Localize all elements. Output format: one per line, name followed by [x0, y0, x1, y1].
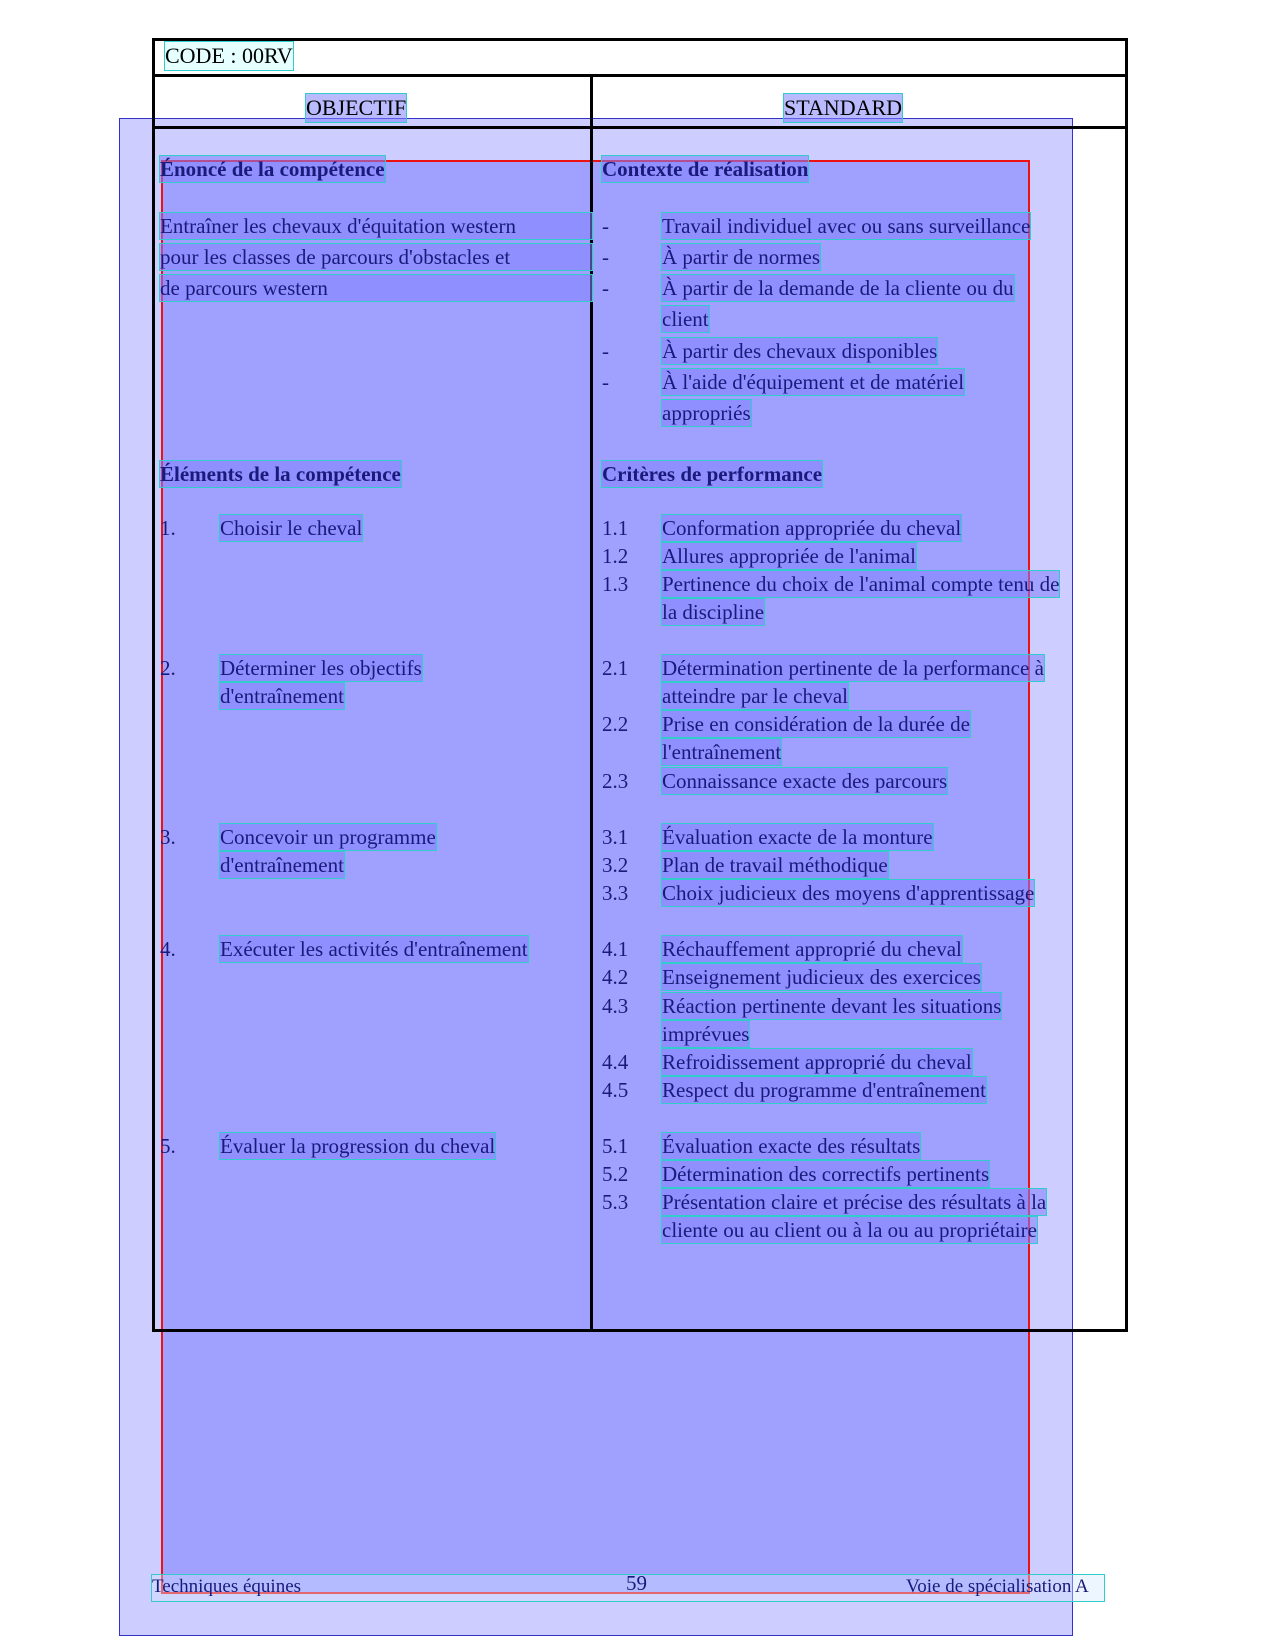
critere-text: Évaluation exacte de la monture [662, 825, 933, 849]
critere-number: 4.2 [602, 965, 629, 989]
critere-number: 2.1 [602, 656, 629, 680]
critere-text: imprévues [662, 1022, 750, 1046]
critere-text: Refroidissement approprié du cheval [662, 1050, 972, 1074]
critere-text: Réchauffement approprié du cheval [662, 937, 962, 961]
footer-left: Techniques équines [152, 1576, 302, 1597]
criteres-title: Critères de performance [602, 462, 823, 486]
enonce-line: pour les classes de parcours d'obstacles et [160, 244, 592, 270]
critere-text: Prise en considération de la durée de [662, 712, 970, 736]
critere-text: Choix judicieux des moyens d'apprentissage [662, 881, 1035, 905]
contexte-bullet: - [602, 214, 609, 238]
contexte-item: À l'aide d'équipement et de matériel [662, 370, 965, 394]
critere-number: 3.1 [602, 825, 629, 849]
enonce-title: Énoncé de la compétence [160, 157, 385, 181]
critere-number: 1.3 [602, 572, 629, 596]
critere-text: Évaluation exacte des résultats [662, 1134, 921, 1158]
contexte-bullet: - [602, 339, 609, 363]
critere-number: 5.2 [602, 1162, 629, 1186]
page-number: 59 [626, 1571, 647, 1595]
critere-number: 4.3 [602, 994, 629, 1018]
contexte-item: À partir des chevaux disponibles [662, 339, 938, 363]
contexte-item: Travail individuel avec ou sans surveillance [662, 214, 1031, 238]
element-text: Exécuter les activités d'entraînement [220, 937, 528, 961]
footer-right: Voie de spécialisation A [906, 1576, 1089, 1597]
critere-number: 1.2 [602, 544, 629, 568]
element-text: Évaluer la progression du cheval [220, 1134, 496, 1158]
critere-text: Allures appropriée de l'animal [662, 544, 916, 568]
enonce-line: Entraîner les chevaux d'équitation western [160, 213, 592, 239]
critere-number: 2.3 [602, 769, 629, 793]
critere-number: 3.3 [602, 881, 629, 905]
critere-number: 5.1 [602, 1134, 629, 1158]
column-header-objectif: OBJECTIF [306, 95, 407, 120]
element-text: Concevoir un programme [220, 825, 436, 849]
critere-text: cliente ou au client ou à la ou au propriétaire [662, 1218, 1037, 1242]
contexte-item: client [662, 307, 709, 331]
critere-number: 4.4 [602, 1050, 629, 1074]
contexte-bullet: - [602, 370, 609, 394]
element-text: Choisir le cheval [220, 516, 363, 540]
critere-text: Enseignement judicieux des exercices [662, 965, 981, 989]
contexte-title: Contexte de réalisation [602, 157, 809, 181]
element-number: 4. [160, 937, 176, 961]
table-rule-code [152, 74, 1128, 77]
element-number: 3. [160, 825, 176, 849]
critere-text: Conformation appropriée du cheval [662, 516, 962, 540]
critere-text: Présentation claire et précise des résultats à la [662, 1190, 1047, 1214]
element-number: 2. [160, 656, 176, 680]
contexte-item: appropriés [662, 401, 751, 425]
critere-text: Détermination des correctifs pertinents [662, 1162, 990, 1186]
critere-text: Détermination pertinente de la performance à [662, 656, 1044, 680]
table-rule-header [152, 126, 1128, 129]
critere-text: Plan de travail méthodique [662, 853, 888, 877]
critere-text: Pertinence du choix de l'animal compte tenu de [662, 572, 1060, 596]
critere-number: 5.3 [602, 1190, 629, 1214]
critere-text: la discipline [662, 600, 765, 624]
critere-number: 2.2 [602, 712, 629, 736]
critere-number: 4.1 [602, 937, 629, 961]
contexte-bullet: - [602, 245, 609, 269]
critere-text: Réaction pertinente devant les situations [662, 994, 1002, 1018]
critere-text: atteindre par le cheval [662, 684, 848, 708]
critere-number: 1.1 [602, 516, 629, 540]
element-text: d'entraînement [220, 684, 344, 708]
enonce-line: de parcours western [160, 275, 592, 301]
critere-number: 4.5 [602, 1078, 629, 1102]
critere-text: Respect du programme d'entraînement [662, 1078, 986, 1102]
document-code: CODE : 00RV [165, 43, 293, 68]
element-text: d'entraînement [220, 853, 344, 877]
contexte-item: À partir de la demande de la cliente ou du [662, 276, 1014, 300]
column-header-standard: STANDARD [784, 95, 903, 120]
critere-text: l'entraînement [662, 740, 782, 764]
contexte-item: À partir de normes [662, 245, 821, 269]
element-number: 5. [160, 1134, 176, 1158]
contexte-bullet: - [602, 276, 609, 300]
critere-text: Connaissance exacte des parcours [662, 769, 948, 793]
element-number: 1. [160, 516, 176, 540]
critere-number: 3.2 [602, 853, 629, 877]
element-text: Déterminer les objectifs [220, 656, 422, 680]
elements-title: Éléments de la compétence [160, 462, 401, 486]
